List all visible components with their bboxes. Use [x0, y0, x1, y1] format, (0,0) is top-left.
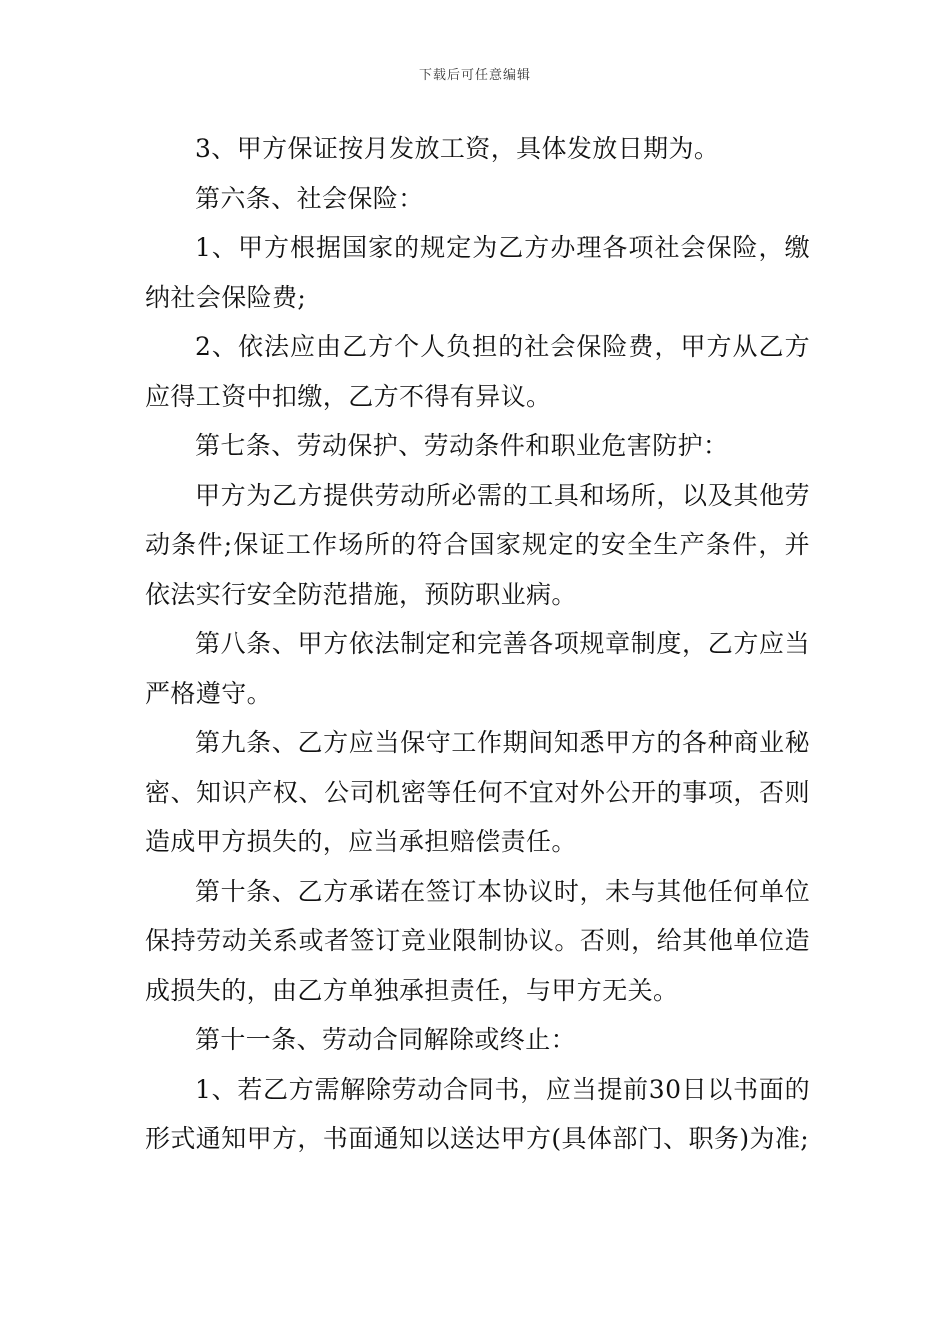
paragraph-article-7-heading: 第七条、劳动保护、劳动条件和职业危害防护： — [195, 431, 729, 460]
paragraph-article-7-body: 甲方为乙方提供劳动所必需的工具和场所，以及其他劳动条件;保证工作场所的符合国家规定的安全生产条件，并依法实行安全防范措施，预防职业病。 — [145, 480, 810, 609]
paragraph-article-6-item-2: 2、依法应由乙方个人负担的社会保险费，甲方从乙方应得工资中扣缴，乙方不得有异议。 — [145, 332, 810, 411]
paragraph-article-9: 第九条、乙方应当保守工作期间知悉甲方的各种商业秘密、知识产权、公司机密等任何不宜对外公开的事项，否则造成甲方损失的，应当承担赔偿责任。 — [145, 728, 810, 856]
document-body — [145, 124, 810, 1164]
paragraph-article-11-heading: 第十一条、劳动合同解除或终止： — [195, 1025, 577, 1054]
paragraph-salary-payment: 3、甲方保证按月发放工资，具体发放日期为。 — [195, 134, 720, 163]
paragraph-article-8: 第八条、甲方依法制定和完善各项规章制度，乙方应当严格遵守。 — [145, 629, 810, 708]
page-header: 下载后可任意编辑 — [418, 68, 531, 83]
paragraph-article-11-item-1: 1、若乙方需解除劳动合同书，应当提前30日以书面的形式通知甲方，书面通知以送达甲方(具体部门、职务)为准; — [145, 1074, 810, 1153]
paragraph-article-6-heading: 第六条、社会保险： — [195, 183, 424, 213]
paragraph-article-6-item-1: 1、甲方根据国家的规定为乙方办理各项社会保险，缴纳社会保险费; — [145, 233, 810, 312]
paragraph-article-10: 第十条、乙方承诺在签订本协议时，未与其他任何单位保持劳动关系或者签订竞业限制协议。否则，给其他单位造成损失的，由乙方单独承担责任，与甲方无关。 — [145, 876, 810, 1005]
